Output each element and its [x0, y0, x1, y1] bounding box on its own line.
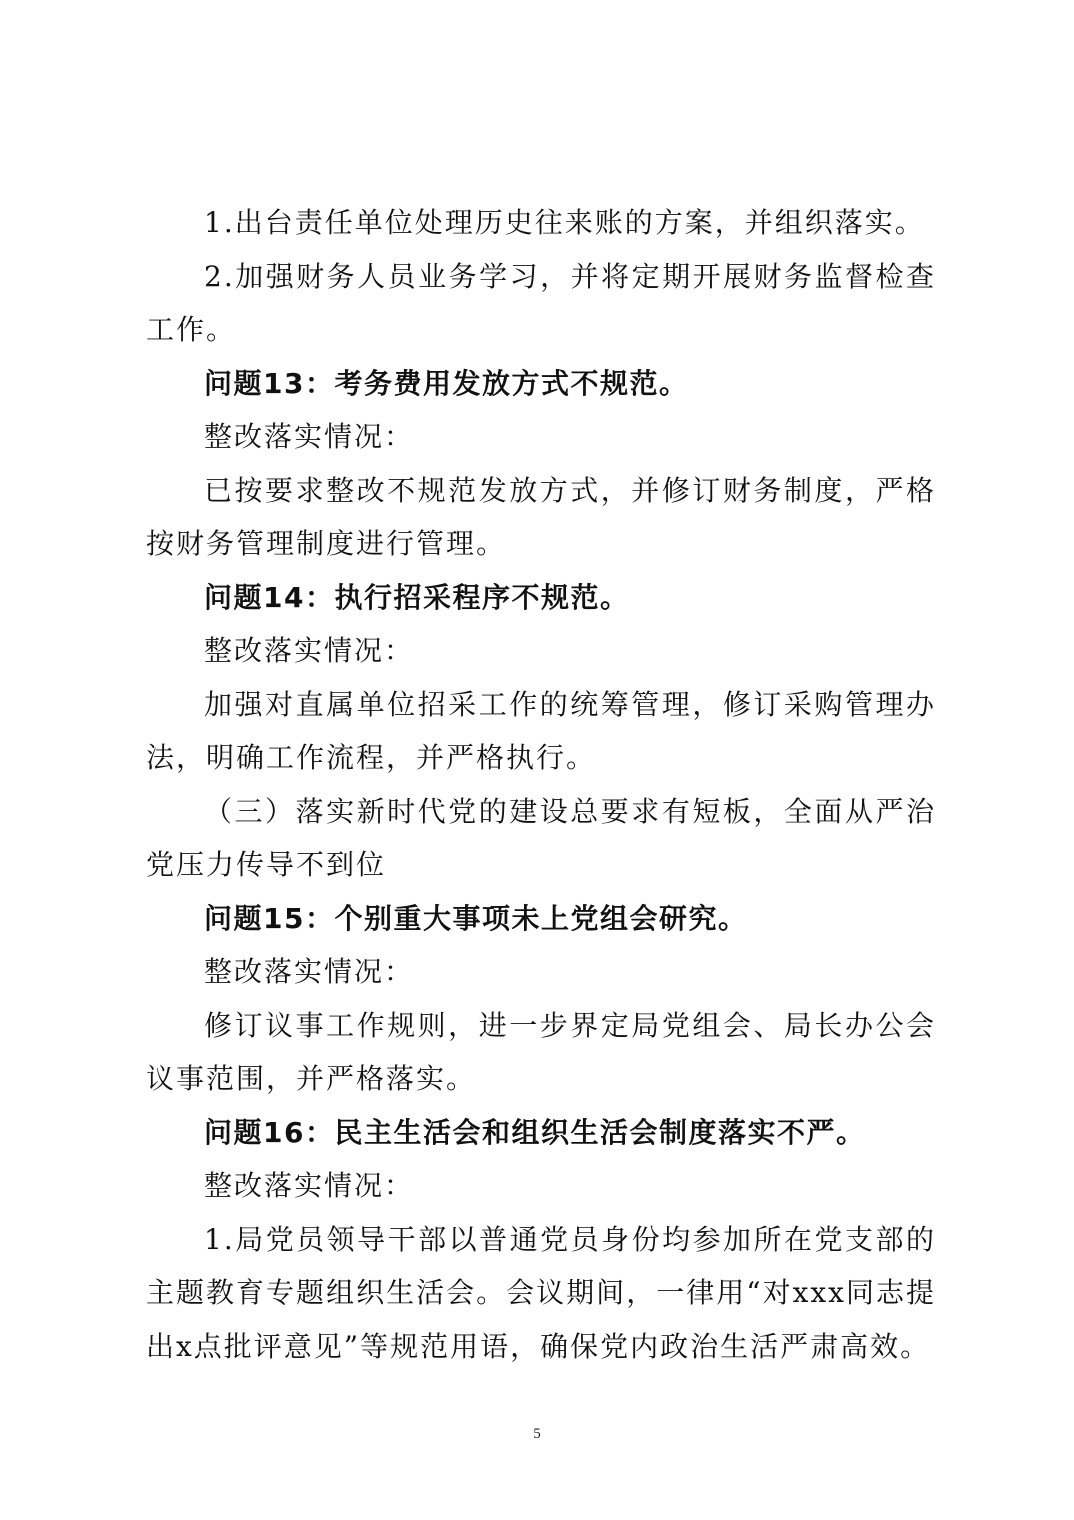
rectification-label-15: 整改落实情况： [204, 955, 415, 988]
rectification-text-14: 加强对直属单位招采工作的统筹管理，修订采购管理办法，明确工作流程，并严格执行。 [146, 687, 936, 774]
paragraph-1: 1.出台责任单位处理历史往来账的方案，并组织落实。 [204, 206, 925, 239]
section-three-heading: （三）落实新时代党的建设总要求有短板，全面从严治党压力传导不到位 [146, 794, 936, 881]
issue-15-heading: 问题15：个别重大事项未上党组会研究。 [204, 901, 748, 935]
paragraph-2: 2.加强财务人员业务学习，并将定期开展财务监督检查工作。 [146, 259, 936, 346]
document-body [146, 196, 936, 1373]
rectification-text-13: 已按要求整改不规范发放方式，并修订财务制度，严格按财务管理制度进行管理。 [146, 473, 936, 560]
issue-16-heading: 问题16：民主生活会和组织生活会制度落实不严。 [204, 1115, 866, 1149]
issue-14-heading: 问题14：执行招采程序不规范。 [204, 580, 630, 614]
rectification-label-13: 整改落实情况： [204, 420, 415, 453]
rectification-text-15: 修订议事工作规则，进一步界定局党组会、局长办公会议事范围，并严格落实。 [146, 1008, 936, 1095]
issue-13-heading: 问题13：考务费用发放方式不规范。 [204, 366, 689, 400]
rectification-label-16: 整改落实情况： [204, 1169, 415, 1202]
rectification-label-14: 整改落实情况： [204, 634, 415, 667]
rectification-text-16: 1.局党员领导干部以普通党员身份均参加所在党支部的主题教育专题组织生活会。会议期间，一律用“对xxx同志提出x点批评意见”等规范用语，确保党内政治生活严肃高效。 [146, 1222, 936, 1363]
page-number: 5 [533, 1426, 541, 1442]
